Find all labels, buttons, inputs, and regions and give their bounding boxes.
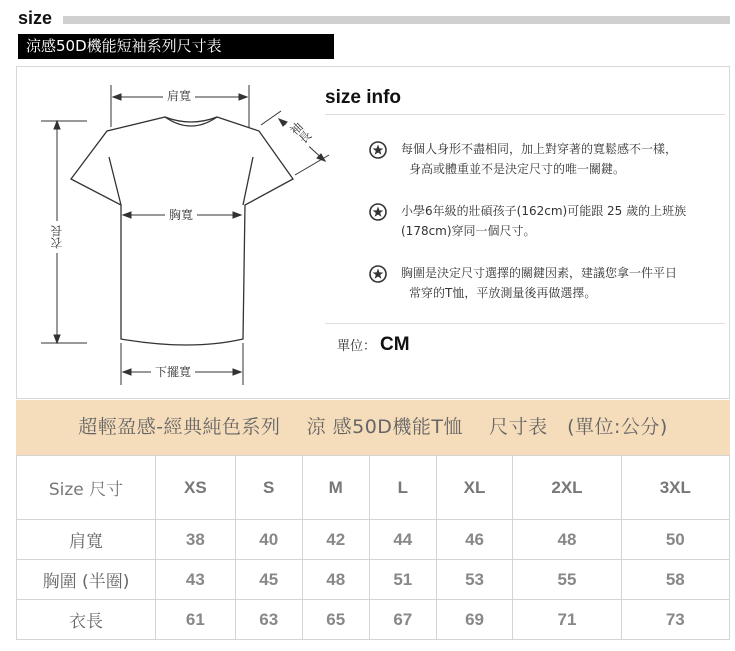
- table-row: [17, 520, 730, 560]
- table-cell: 48: [513, 520, 621, 560]
- table-cell: 55: [513, 560, 621, 600]
- size-header-cell: S: [235, 456, 302, 520]
- shoulder-width-label: 肩寬: [163, 89, 195, 103]
- table-cell: 40: [235, 520, 302, 560]
- size-table-section: [16, 400, 730, 640]
- info-bullet: [369, 263, 729, 303]
- bullet-line: 小學6年級的壯碩孩子(162cm)可能跟 25 歲的上班族: [401, 204, 687, 218]
- star-circle-icon: [369, 265, 387, 283]
- divider: [325, 323, 725, 324]
- star-circle-icon: [369, 203, 387, 221]
- table-cell: 42: [302, 520, 369, 560]
- chest-width-label: 胸寬: [165, 208, 197, 222]
- star-circle-icon: [369, 141, 387, 159]
- size-table-heading: 超輕盈感-經典純色系列 涼 感50D機能T恤 尺寸表 (單位:公分): [16, 400, 730, 455]
- table-row: [17, 600, 730, 640]
- row-label: 肩寬: [17, 520, 156, 560]
- section-title: size: [18, 8, 53, 28]
- tshirt-outline-icon: [17, 67, 337, 400]
- bullet-line: 身高或體重並不是決定尺寸的唯一關鍵。: [409, 162, 626, 176]
- size-header-cell: 2XL: [513, 456, 621, 520]
- bullet-line: 胸圍是決定尺寸選擇的關鍵因素，建議您拿一件平日: [401, 266, 678, 280]
- table-cell: 48: [302, 560, 369, 600]
- table-cell: 43: [156, 560, 236, 600]
- unit-label: 單位：: [337, 339, 377, 354]
- table-cell: 46: [436, 520, 513, 560]
- body-length-label: 衣長: [50, 221, 64, 253]
- info-bullet: [369, 201, 729, 241]
- bullet-line: (178cm)穿同一個尺寸。: [401, 224, 536, 238]
- size-info-title: size info: [325, 87, 402, 108]
- table-cell: 65: [302, 600, 369, 640]
- size-info: [325, 67, 730, 400]
- chart-title: 涼感50D機能短袖系列尺寸表: [18, 34, 334, 59]
- table-row: [17, 560, 730, 600]
- row-label: 胸圍 (半圈): [17, 560, 156, 600]
- table-cell: 73: [621, 600, 729, 640]
- divider: [325, 114, 725, 115]
- size-header-label: Size 尺寸: [17, 456, 156, 520]
- size-header-cell: XL: [436, 456, 513, 520]
- table-cell: 69: [436, 600, 513, 640]
- bullet-line: 每個人身形不盡相同，加上對穿著的寬鬆感不一樣，: [401, 142, 678, 156]
- size-header-cell: 3XL: [621, 456, 729, 520]
- table-cell: 61: [156, 600, 236, 640]
- info-bullet: [369, 139, 729, 179]
- table-cell: 63: [235, 600, 302, 640]
- tshirt-diagram: [17, 67, 337, 400]
- table-cell: 38: [156, 520, 236, 560]
- sleeve-length-label: 袖長: [284, 117, 317, 150]
- table-header-row: [17, 456, 730, 520]
- unit-row: [337, 334, 410, 356]
- size-header-cell: L: [369, 456, 436, 520]
- table-cell: 44: [369, 520, 436, 560]
- table-cell: 67: [369, 600, 436, 640]
- bullet-line: 常穿的T恤，平放測量後再做選擇。: [409, 286, 597, 300]
- size-info-panel: [16, 66, 730, 399]
- hem-width-label: 下擺寬: [151, 365, 195, 379]
- table-cell: 58: [621, 560, 729, 600]
- header-divider-bar: [63, 16, 730, 24]
- section-header: [18, 8, 730, 30]
- size-header-cell: M: [302, 456, 369, 520]
- table-cell: 53: [436, 560, 513, 600]
- unit-value: CM: [380, 334, 410, 355]
- row-label: 衣長: [17, 600, 156, 640]
- size-header-cell: XS: [156, 456, 236, 520]
- table-cell: 50: [621, 520, 729, 560]
- table-cell: 51: [369, 560, 436, 600]
- size-table: [16, 455, 730, 640]
- table-cell: 45: [235, 560, 302, 600]
- table-cell: 71: [513, 600, 621, 640]
